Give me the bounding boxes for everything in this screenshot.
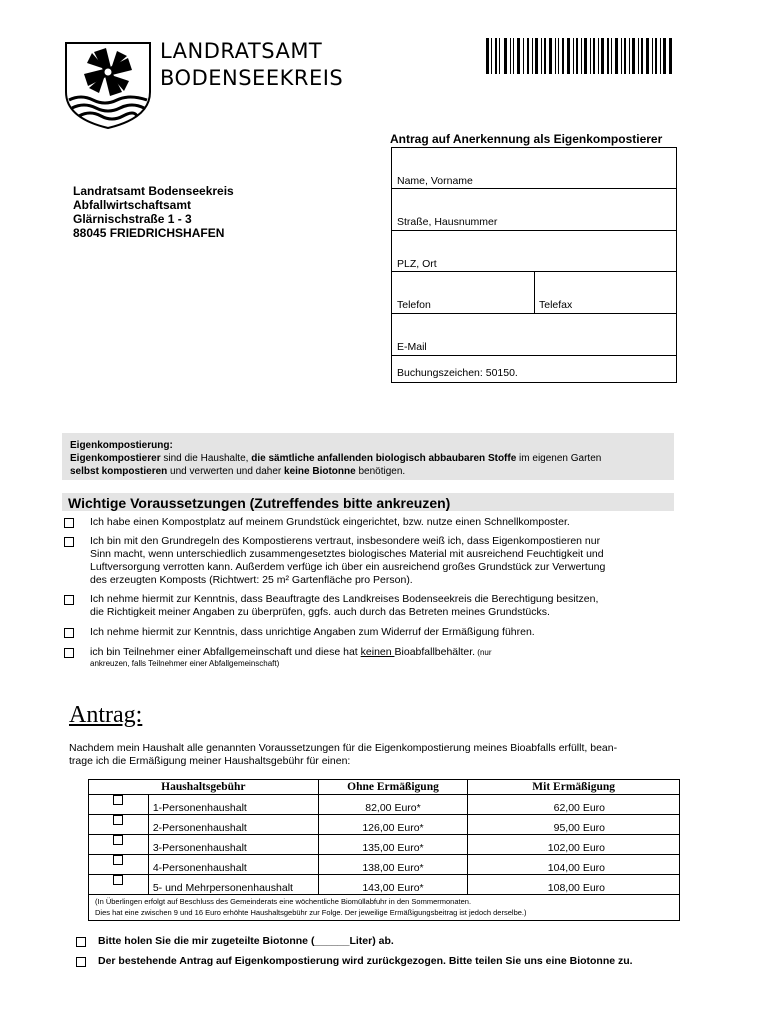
requirement-1-text: Ich habe einen Kompostplatz auf meinem Grundstück eingerichtet, bzw. nutze einen Schnellkomposter.	[90, 516, 570, 528]
barcode	[486, 38, 672, 74]
requirements-heading: Wichtige Voraussetzungen (Zutreffendes bitte ankreuzen)	[62, 493, 674, 511]
address-line3: Glärnischstraße 1 - 3	[73, 212, 192, 226]
form-title: Antrag auf Anerkennung als Eigenkompostierer	[390, 132, 663, 146]
address-line2: Abfallwirtschaftsamt	[73, 198, 192, 212]
fee-row-with: 104,00 Euro	[468, 855, 680, 875]
coat-of-arms-logo	[63, 40, 153, 130]
fee-row-without: 138,00 Euro*	[318, 855, 468, 875]
booking-reference: Buchungszeichen: 50150.	[397, 367, 518, 379]
table-row	[89, 875, 680, 895]
fee-note: (In Überlingen erfolgt auf Beschluss des Gemeinderats eine wöchentliche Biomüllabfuhr in den Sommermonaten. Dies hat eine zwischen 9 und 16 Euro erhöhte Haushaltsgebühr zur Folge. Der jeweilige Ermäßigungsbeitrag ist jedoch derselbe.)	[89, 895, 680, 921]
fax-label: Telefax	[539, 299, 573, 311]
fee-row-with: 95,00 Euro	[468, 815, 680, 835]
requirement-5-checkbox[interactable]	[64, 648, 74, 658]
table-row	[89, 835, 680, 855]
info-line1: Eigenkompostierer sind die Haushalte, die sämtliche anfallenden biologisch abbaubaren Stoffe im eigenen Garten	[70, 453, 602, 464]
fee-row-1-checkbox[interactable]	[113, 795, 123, 805]
fee-row-without: 143,00 Euro*	[318, 875, 468, 895]
table-row	[89, 855, 680, 875]
table-row	[89, 815, 680, 835]
requirement-4-checkbox[interactable]	[64, 628, 74, 638]
city-label: PLZ, Ort	[397, 258, 437, 270]
address-line4: 88045 FRIEDRICHSHAFEN	[73, 226, 225, 240]
withdraw-application-checkbox[interactable]	[76, 957, 86, 967]
fee-row-without: 135,00 Euro*	[318, 835, 468, 855]
withdraw-application-text: Der bestehende Antrag auf Eigenkompostierung wird zurückgezogen. Bitte teilen Sie uns eine Biotonne zu.	[98, 955, 633, 967]
info-line2: selbst kompostieren und verwerten und daher keine Biotonne benötigen.	[70, 466, 406, 477]
fee-header-with: Mit Ermäßigung	[468, 780, 680, 795]
fee-row-without: 82,00 Euro*	[318, 795, 468, 815]
org-name	[160, 38, 343, 92]
fee-header-household: Haushaltsgebühr	[89, 780, 319, 795]
recipient-address	[73, 184, 234, 240]
table-row	[89, 795, 680, 815]
fee-row-with: 108,00 Euro	[468, 875, 680, 895]
requirement-3-text: Ich nehme hiermit zur Kenntnis, dass Beauftragte des Landkreises Bodenseekreis die Berechtigung besitzen, die Richtigkeit meiner Angaben zu überprüfen, ggfs. auch durch das Betreten meines Grundstücks.	[90, 593, 599, 618]
fee-row-2-checkbox[interactable]	[113, 815, 123, 825]
email-label: E-Mail	[397, 341, 427, 353]
applicant-form	[391, 147, 677, 383]
fee-row-label: 1-Personenhaushalt	[148, 795, 318, 815]
fee-row-3-checkbox[interactable]	[113, 835, 123, 845]
requirement-5-text: ich bin Teilnehmer einer Abfallgemeinschaft und diese hat keinen Bioabfallbehälter. (nur ankreuzen, falls Teilnehmer einer Abfallgemeinschaft)	[90, 646, 492, 668]
phone-label: Telefon	[397, 299, 431, 311]
fee-header-without: Ohne Ermäßigung	[318, 780, 468, 795]
requirement-1-checkbox[interactable]	[64, 518, 74, 528]
collect-biobin-text: Bitte holen Sie die mir zugeteilte Biotonne (______Liter) ab.	[98, 935, 394, 947]
fee-row-without: 126,00 Euro*	[318, 815, 468, 835]
fee-row-with: 62,00 Euro	[468, 795, 680, 815]
requirement-2-text: Ich bin mit den Grundregeln des Kompostierens vertraut, insbesondere weiß ich, dass Eigenkompostieren nur Sinn macht, wenn unterschiedlich zusammengesetztes biologisches Material mit ausreichend Feuchtigkeit und Luftversorgung verrotten kann. Außerdem verfüge ich über ein ausreichend großes Grundstück zur Verwertung des erzeugten Komposts (Richtwert: 25 m² Gartenfläche pro Person).	[90, 535, 606, 586]
fee-row-label: 3-Personenhaushalt	[148, 835, 318, 855]
info-heading: Eigenkompostierung:	[70, 440, 173, 451]
org-name-line1: LANDRATSAMT	[160, 39, 323, 63]
fee-row-label: 5- und Mehrpersonenhaushalt	[148, 875, 318, 895]
street-label: Straße, Hausnummer	[397, 216, 498, 228]
antrag-title: Antrag:	[69, 702, 143, 728]
requirement-3-checkbox[interactable]	[64, 595, 74, 605]
fee-row-4-checkbox[interactable]	[113, 855, 123, 865]
antrag-intro: Nachdem mein Haushalt alle genannten Voraussetzungen für die Eigenkompostierung meines Bioabfalls erfüllt, bean- trage ich die Ermäßigung meiner Haushaltsgebühr für einen:	[69, 742, 618, 767]
address-line1: Landratsamt Bodenseekreis	[73, 184, 234, 198]
requirement-2-checkbox[interactable]	[64, 537, 74, 547]
fee-row-label: 4-Personenhaushalt	[148, 855, 318, 875]
fee-table	[88, 779, 680, 921]
email-field[interactable]	[392, 314, 676, 355]
requirement-4-text: Ich nehme hiermit zur Kenntnis, dass unrichtige Angaben zum Widerruf der Ermäßigung führen.	[90, 626, 535, 638]
name-label: Name, Vorname	[397, 175, 473, 187]
info-box	[62, 433, 674, 480]
org-name-line2: BODENSEEKREIS	[160, 66, 344, 90]
collect-biobin-checkbox[interactable]	[76, 937, 86, 947]
fee-row-label: 2-Personenhaushalt	[148, 815, 318, 835]
fee-row-5-checkbox[interactable]	[113, 875, 123, 885]
fee-row-with: 102,00 Euro	[468, 835, 680, 855]
